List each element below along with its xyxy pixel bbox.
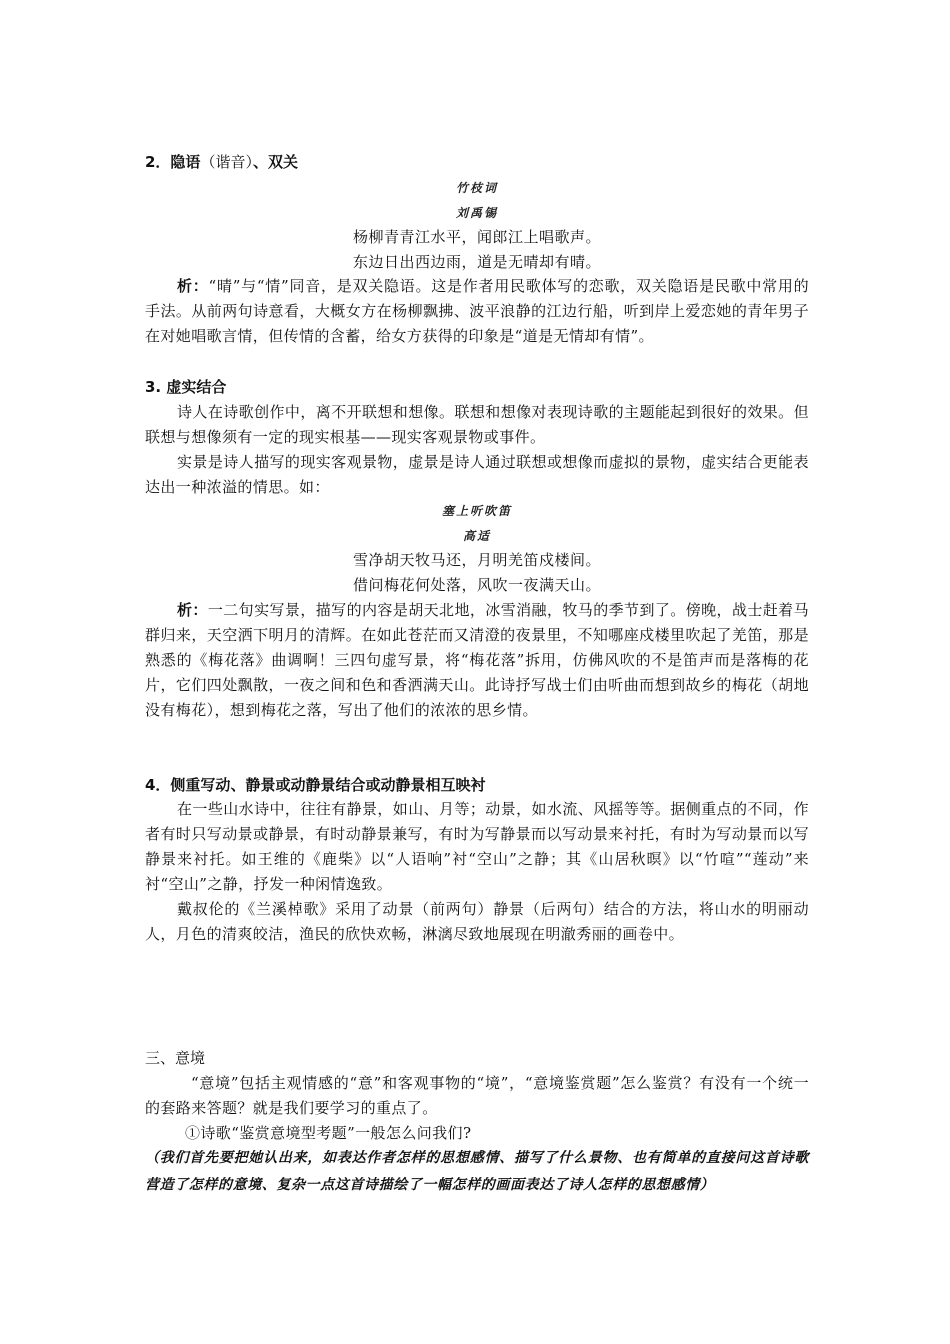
yijing-para-1: “意境”包括主观情感的“意”和客观事物的“境”，“意境鉴赏题”怎么鉴赏？有没有一个统一的套路来答题？就是我们要学习的重点了。 bbox=[145, 1074, 809, 1117]
section-2-analysis-text: “晴”与“情”同音，是双关隐语。这是作者用民歌体写的恋歌，双关隐语是民歌中常用的手法。从前两句诗意看，大概女方在杨柳飘拂、波平浪静的江边行船，听到岸上爱恋她的青年男子在对她唱歌言情，但传情的含蓄，给女方获得的印象是“道是无情却有情”。 bbox=[145, 277, 809, 345]
section-4-heading: 4．侧重写动、静景或动静景结合或动静景相互映衬 bbox=[145, 776, 486, 794]
section-4-para-2: 戴叔伦的《兰溪棹歌》采用了动景（前两句）静景（后两句）结合的方法，将山水的明丽动人，月色的清爽皎洁，渔民的欣快欢畅，淋漓尽致地展现在明澈秀丽的画卷中。 bbox=[145, 900, 809, 943]
poem-1-line-1: 杨柳青青江水平，闻郎江上唱歌声。 bbox=[352, 228, 601, 246]
section-2-heading-rest: 、双关 bbox=[252, 153, 298, 171]
poem-1-title: 竹枝词 bbox=[455, 181, 498, 195]
poem-1-line-2: 东边日出西边雨，道是无晴却有晴。 bbox=[352, 253, 601, 271]
section-3-analysis-text: 一二句实写景，描写的内容是胡天北地，冰雪消融，牧马的季节到了。傍晚，战士赶着马群归来，天空洒下明月的清辉。在如此苍茫而又清澄的夜景里，不知哪座戍楼里吹起了羌笛，那是熟悉的《梅花落》曲调啊！三四句虚写景，将“梅花落”拆用，仿佛风吹的不是笛声而是落梅的花片，它们四处飘散，一夜之间和色和香洒满天山。此诗抒写战士们由听曲而想到故乡的梅花（胡地没有梅花），想到梅花之落，写出了他们的浓浓的思乡情。 bbox=[145, 601, 809, 719]
section-3-heading: 3. 虚实结合 bbox=[145, 378, 227, 396]
yijing-note: （我们首先要把她认出来，如表达作者怎样的思想感情、描写了什么景物、也有简单的直接问这首诗歌营造了怎样的意境、复杂一点这首诗描绘了一幅怎样的画面表达了诗人怎样的思想感情） bbox=[145, 1150, 809, 1193]
poem-2-line-2: 借问梅花何处落，风吹一夜满天山。 bbox=[352, 576, 601, 594]
poem-2-author: 高适 bbox=[462, 529, 491, 543]
section-2-heading-number: 2．隐语 bbox=[145, 153, 201, 171]
poem-1-author: 刘禹锡 bbox=[455, 206, 498, 220]
section-2-heading-paren: （谐音） bbox=[200, 153, 253, 171]
analysis-label: 析： bbox=[177, 277, 209, 295]
section-2-heading bbox=[145, 149, 809, 175]
analysis-label: 析： bbox=[177, 601, 208, 619]
section-3-para-2: 实景是诗人描写的现实客观景物，虚景是诗人通过联想或想像而虚拟的景物，虚实结合更能表达出一种浓溢的情思。如： bbox=[145, 453, 809, 496]
section-4-para-1: 在一些山水诗中，往往有静景，如山、月等；动景，如水流、风摇等等。据侧重点的不同，作者有时只写动景或静景，有时动静景兼写，有时为写静景而以写动景来衬托，有时为写动景而以写静景来衬托。如王维的《鹿柴》以“人语响”衬“空山”之静；其《山居秋暝》以“竹喧”“莲动”来衬“空山”之静，抒发一种闲情逸致。 bbox=[145, 800, 809, 893]
poem-2-title: 塞上听吹笛 bbox=[441, 504, 512, 518]
poem-2-line-1: 雪净胡天牧马还，月明羌笛戍楼间。 bbox=[352, 551, 601, 569]
yijing-heading: 三、意境 bbox=[145, 1049, 206, 1067]
section-3-analysis bbox=[145, 598, 809, 723]
section-2-analysis bbox=[145, 274, 809, 349]
section-3-para-1: 诗人在诗歌创作中，离不开联想和想像。联想和想像对表现诗歌的主题能起到很好的效果。但联想与想像须有一定的现实根基——现实客观景物或事件。 bbox=[145, 403, 809, 446]
yijing-question: ①诗歌“鉴赏意境型考题”一般怎么问我们? bbox=[185, 1124, 472, 1142]
